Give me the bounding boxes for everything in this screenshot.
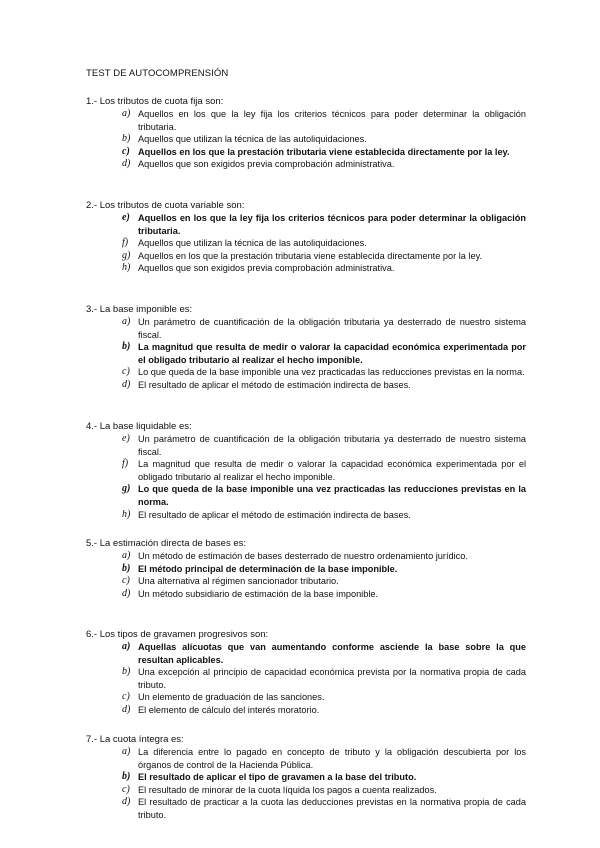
answer-options bbox=[86, 212, 526, 275]
answer-option bbox=[86, 666, 526, 691]
answer-option-correct bbox=[86, 212, 526, 237]
option-letter: b) bbox=[122, 133, 131, 145]
option-letter: c) bbox=[122, 366, 130, 378]
answer-options bbox=[86, 746, 526, 822]
answer-option bbox=[86, 575, 526, 588]
option-letter: c) bbox=[122, 575, 130, 587]
option-text: El resultado de aplicar el método de estimación indirecta de bases. bbox=[138, 509, 411, 520]
option-letter: f) bbox=[122, 237, 129, 249]
option-text: Aquellos en los que la ley fija los criterios técnicos para poder determinar la obligación tributaria. bbox=[138, 109, 526, 132]
option-text: El elemento de cálculo del interés moratorio. bbox=[138, 704, 320, 715]
option-letter: d) bbox=[122, 587, 131, 599]
option-text: Aquellos en los que la prestación tributaria viene establecida directamente por la ley. bbox=[138, 146, 510, 157]
answer-option bbox=[86, 796, 526, 821]
option-text: El resultado de aplicar el tipo de gravamen a la base del tributo. bbox=[138, 772, 417, 783]
option-letter: g) bbox=[122, 249, 131, 261]
option-text: Aquellos que utilizan la técnica de las autoliquidaciones. bbox=[138, 238, 367, 249]
question-text: 1.- Los tributos de cuota fija son: bbox=[86, 96, 224, 107]
option-text: Un método de estimación de bases desterrado de nuestro ordenamiento jurídico. bbox=[138, 551, 468, 561]
answer-option bbox=[86, 784, 526, 797]
option-text: Un parámetro de cuantificación de la obligación tributaria ya desterrado de nuestro sistema fiscal. bbox=[138, 434, 526, 457]
answer-option-correct bbox=[86, 146, 526, 159]
question-7 bbox=[86, 733, 526, 822]
option-letter: a) bbox=[122, 316, 131, 327]
option-text: Aquellos que son exigidos previa comprobación administrativa. bbox=[138, 159, 395, 170]
question-text: 6.- Los tipos de gravamen progresivos son: bbox=[86, 629, 269, 640]
answer-option-correct bbox=[86, 341, 526, 366]
answer-option bbox=[86, 691, 526, 704]
option-letter: e) bbox=[122, 212, 130, 223]
option-letter: b) bbox=[122, 666, 131, 678]
option-letter: c) bbox=[122, 691, 130, 703]
question-3 bbox=[86, 303, 526, 392]
question-5 bbox=[86, 537, 526, 600]
question-1 bbox=[86, 95, 526, 171]
answer-options bbox=[86, 108, 526, 171]
answer-options bbox=[86, 641, 526, 717]
answer-option bbox=[86, 433, 526, 458]
option-text: El resultado de aplicar el método de estimación indirecta de bases. bbox=[138, 379, 411, 390]
question-text: 5.- La estimación directa de bases es: bbox=[86, 538, 247, 549]
option-text: Aquellos que utilizan la técnica de las autoliquidaciones. bbox=[138, 134, 367, 145]
option-text: El método principal de determinación de la base imponible. bbox=[138, 563, 398, 574]
option-letter: d) bbox=[122, 158, 131, 170]
option-letter: c) bbox=[122, 783, 130, 795]
answer-option bbox=[86, 509, 526, 522]
question-text: 2.- Los tributos de cuota variable son: bbox=[86, 200, 245, 211]
answer-options bbox=[86, 316, 526, 392]
option-letter: b) bbox=[122, 771, 131, 783]
answer-option bbox=[86, 366, 526, 379]
option-text: Aquellos que son exigidos previa comprobación administrativa. bbox=[138, 263, 395, 274]
option-text: Un elemento de graduación de las sanciones. bbox=[138, 692, 325, 703]
question-text: 4.- La base liquidable es: bbox=[86, 421, 192, 432]
option-letter: h) bbox=[122, 508, 131, 520]
question-text: 7.- La cuota íntegra es: bbox=[86, 734, 184, 745]
answer-option bbox=[86, 262, 526, 275]
option-text: La magnitud que resulta de medir o valorar la capacidad económica experimentada por el obligado tributario al realizar el hecho imponible. bbox=[138, 459, 526, 482]
option-letter: c) bbox=[122, 145, 130, 157]
answer-option-correct bbox=[86, 483, 526, 508]
option-letter: d) bbox=[122, 378, 131, 390]
option-letter: b) bbox=[122, 562, 131, 574]
option-letter: a) bbox=[122, 108, 131, 119]
option-text: El resultado de minorar de la cuota líquida los pagos a cuenta realizados. bbox=[138, 784, 437, 795]
option-letter: a) bbox=[122, 641, 131, 652]
option-letter: d) bbox=[122, 796, 131, 808]
answer-option bbox=[86, 458, 526, 483]
answer-option bbox=[86, 588, 526, 601]
option-text: El resultado de practicar a la cuota las deducciones previstas en la normativa propia de cada tributo. bbox=[138, 797, 526, 820]
option-text: Una excepción al principio de capacidad económica prevista por la normativa propia de cada tributo. bbox=[138, 667, 526, 690]
option-text: Lo que queda de la base imponible una vez practicadas las reducciones previstas en la norma. bbox=[138, 367, 525, 378]
document-title: TEST DE AUTOCOMPRENSIÓN bbox=[86, 68, 229, 79]
option-letter: g) bbox=[122, 483, 131, 495]
answer-option bbox=[86, 108, 526, 133]
answer-option bbox=[86, 237, 526, 250]
option-text: La magnitud que resulta de medir o valorar la capacidad económica experimentada por el obligado tributario al realizar el hecho imponible. bbox=[138, 342, 526, 365]
option-text: Aquellos en los que la prestación tributaria viene establecida directamente por la ley. bbox=[138, 250, 483, 261]
option-text: Una alternativa al régimen sancionador tributario. bbox=[138, 576, 339, 587]
option-text: La diferencia entre lo pagado en concepto de tributo y la obligación descubierta por los órganos de control de la Hacienda Pública. bbox=[138, 747, 526, 770]
answer-options bbox=[86, 433, 526, 521]
question-6 bbox=[86, 628, 526, 717]
answer-options bbox=[86, 550, 526, 600]
option-letter: b) bbox=[122, 341, 131, 353]
option-letter: d) bbox=[122, 703, 131, 715]
option-letter: a) bbox=[122, 550, 131, 561]
answer-option-correct bbox=[86, 563, 526, 576]
answer-option bbox=[86, 379, 526, 392]
option-text: Aquellas alícuotas que van aumentando conforme asciende la base sobre la que resultan aplicables. bbox=[138, 642, 526, 665]
option-letter: e) bbox=[122, 433, 130, 444]
option-text: Lo que queda de la base imponible una vez practicadas las reducciones previstas en la norma. bbox=[138, 484, 526, 507]
option-text: Aquellos en los que la ley fija los criterios técnicos para poder determinar la obligación tributaria. bbox=[138, 213, 526, 236]
option-letter: h) bbox=[122, 262, 131, 274]
answer-option-correct bbox=[86, 771, 526, 784]
option-text: Un parámetro de cuantificación de la obligación tributaria ya desterrado de nuestro sistema fiscal. bbox=[138, 317, 526, 340]
option-text: Un método subsidiario de estimación de la base imponible. bbox=[138, 588, 379, 599]
question-text: 3.- La base imponible es: bbox=[86, 304, 193, 315]
answer-option-correct bbox=[86, 641, 526, 666]
answer-option bbox=[86, 250, 526, 263]
question-4 bbox=[86, 420, 526, 521]
answer-option bbox=[86, 316, 526, 341]
question-2 bbox=[86, 199, 526, 275]
option-letter: a) bbox=[122, 746, 131, 757]
answer-option bbox=[86, 746, 526, 771]
answer-option bbox=[86, 704, 526, 717]
answer-option bbox=[86, 158, 526, 171]
option-letter: f) bbox=[122, 458, 129, 470]
answer-option bbox=[86, 550, 526, 563]
answer-option bbox=[86, 133, 526, 146]
